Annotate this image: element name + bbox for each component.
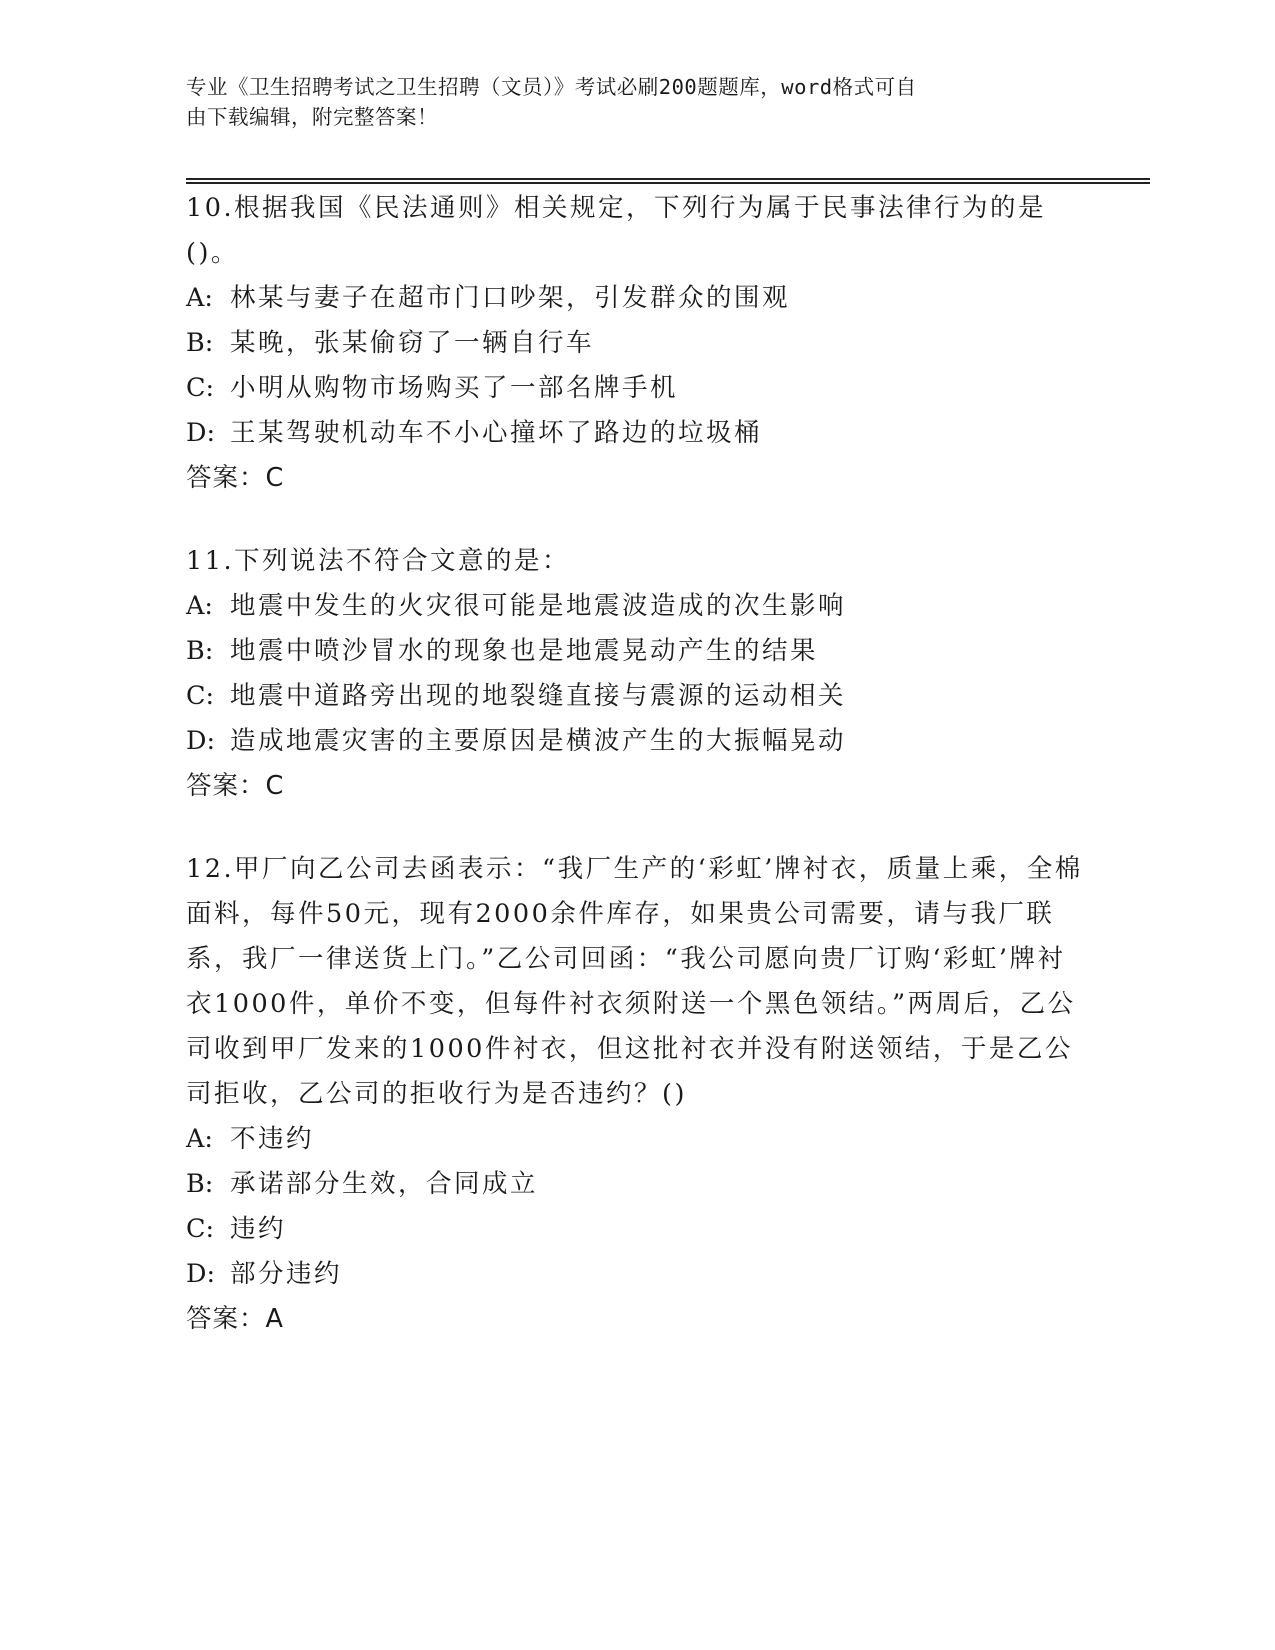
option-a	[186, 276, 1086, 321]
option-text: 地震中发生的火灾很可能是地震波造成的次生影响	[230, 591, 847, 621]
option-key: C:	[186, 373, 215, 403]
option-key: A:	[186, 1124, 214, 1154]
option-text: 违约	[230, 1214, 287, 1244]
option-b	[186, 321, 1086, 366]
option-text: 部分违约	[230, 1259, 343, 1289]
option-key: B:	[186, 1169, 214, 1199]
question-11	[186, 539, 1086, 809]
answer-line: 答案：C	[186, 771, 285, 801]
question-10	[186, 186, 1086, 501]
option-text: 小明从购物市场购买了一部名牌手机	[230, 373, 679, 403]
option-text: 王某驾驶机动车不小心撞坏了路边的垃圾桶	[230, 418, 763, 448]
option-c	[186, 674, 1086, 719]
option-d	[186, 719, 1086, 764]
option-c	[186, 366, 1086, 411]
option-text: 某晚，张某偷窃了一辆自行车	[230, 328, 595, 358]
header-line-1: 专业《卫生招聘考试之卫生招聘（文员）》考试必刷200题题库，word格式可自	[186, 75, 917, 99]
question-text: 10.根据我国《民法通则》相关规定，下列行为属于民事法律行为的是()。	[186, 193, 1047, 268]
header-divider	[186, 178, 1150, 180]
document-header	[186, 72, 1066, 132]
option-key: C:	[186, 681, 215, 711]
option-b	[186, 629, 1086, 674]
option-b	[186, 1162, 1086, 1207]
option-text: 不违约	[230, 1124, 315, 1154]
option-key: C:	[186, 1214, 215, 1244]
option-key: D:	[186, 418, 216, 448]
answer-line: 答案：A	[186, 1304, 284, 1334]
header-divider-secondary	[186, 182, 1150, 184]
option-key: D:	[186, 1259, 216, 1289]
option-key: D:	[186, 726, 216, 756]
option-d	[186, 411, 1086, 456]
question-text: 11.下列说法不符合文意的是：	[186, 546, 571, 576]
option-text: 地震中喷沙冒水的现象也是地震晃动产生的结果	[230, 636, 819, 666]
question-list	[186, 186, 1086, 1380]
option-a	[186, 1117, 1086, 1162]
header-line-2: 由下载编辑，附完整答案！	[186, 105, 438, 129]
option-text: 林某与妻子在超市门口吵架，引发群众的围观	[230, 283, 791, 313]
option-d	[186, 1252, 1086, 1297]
option-key: A:	[186, 591, 214, 621]
question-12	[186, 847, 1086, 1342]
option-text: 造成地震灾害的主要原因是横波产生的大振幅晃动	[230, 726, 847, 756]
option-key: B:	[186, 636, 214, 666]
question-text: 12.甲厂向乙公司去函表示：“我厂生产的‘彩虹’牌衬衣，质量上乘，全棉面料，每件50元，现有2000余件库存，如果贵公司需要，请与我厂联系，我厂一律送货上门。”乙公司回函：“我公司愿向贵厂订购‘彩虹’牌衬衣1000件，单价不变，但每件衬衣须附送一个黑色领结。”两周后，乙公司收到甲厂发来的1000件衬衣，但这批衬衣并没有附送领结，于是乙公司拒收，乙公司的拒收行为是否违约？()	[186, 854, 1083, 1109]
option-c	[186, 1207, 1086, 1252]
option-a	[186, 584, 1086, 629]
option-text: 承诺部分生效，合同成立	[230, 1169, 539, 1199]
option-text: 地震中道路旁出现的地裂缝直接与震源的运动相关	[230, 681, 847, 711]
answer-line: 答案：C	[186, 463, 285, 493]
option-key: B:	[186, 328, 214, 358]
option-key: A:	[186, 283, 214, 313]
